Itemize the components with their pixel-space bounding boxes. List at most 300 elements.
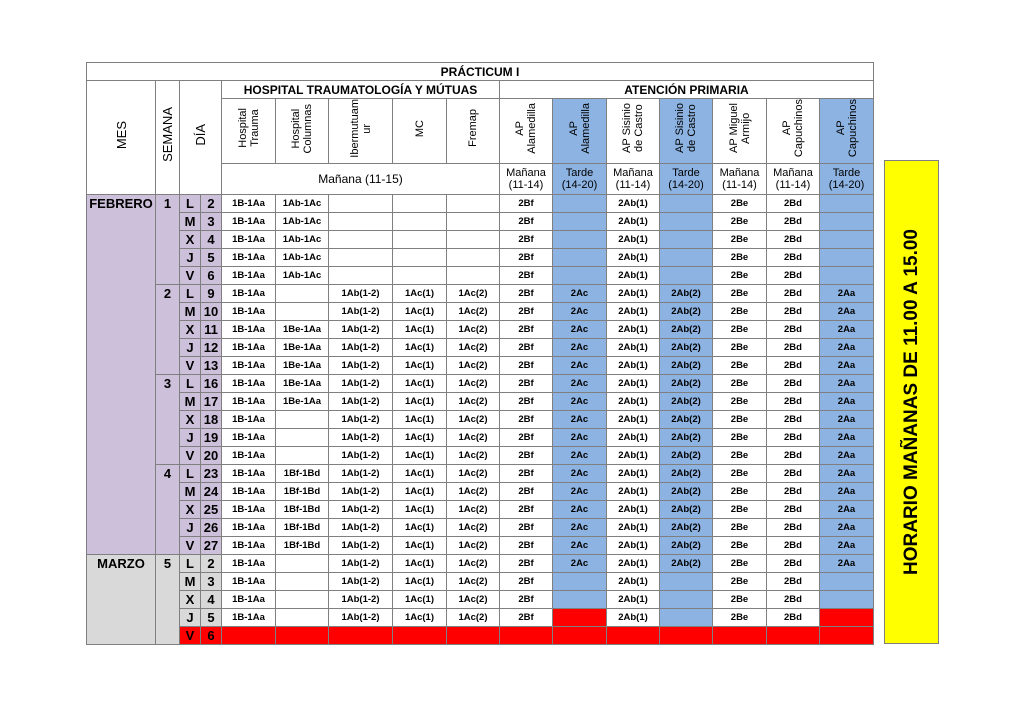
- assignment-cell: 2Ab(2): [660, 320, 713, 338]
- month-cell: [87, 428, 156, 446]
- assignment-cell: 2Ab(1): [607, 500, 660, 518]
- assignment-cell: [820, 266, 874, 284]
- assignment-cell: 1Ac(2): [447, 428, 500, 446]
- assignment-cell: 1B-1Aa: [222, 464, 276, 482]
- assignment-cell: 1Ac(1): [393, 302, 447, 320]
- day-number-cell: 5: [201, 608, 222, 626]
- assignment-cell: 1Ac(1): [393, 518, 447, 536]
- month-cell: [87, 446, 156, 464]
- assignment-cell: 2Bd: [767, 230, 820, 248]
- assignment-cell: 2Aa: [820, 374, 874, 392]
- assignment-cell: 1Ab(1-2): [329, 572, 393, 590]
- assignment-cell: 1Ab(1-2): [329, 392, 393, 410]
- column-header: Fremap: [447, 99, 500, 164]
- assignment-cell: 1Ab-1Ac: [276, 248, 329, 266]
- assignment-cell: 2Be: [713, 338, 767, 356]
- assignment-cell: 1Bf-1Bd: [276, 536, 329, 554]
- assignment-cell: [660, 572, 713, 590]
- assignment-cell: [820, 212, 874, 230]
- assignment-cell: 2Ab(2): [660, 446, 713, 464]
- assignment-cell: 2Ab(2): [660, 356, 713, 374]
- shift-label: Tarde (14-20): [820, 163, 874, 194]
- day-number-cell: 23: [201, 464, 222, 482]
- assignment-cell: 2Bf: [500, 230, 553, 248]
- assignment-cell: 1Ac(2): [447, 572, 500, 590]
- assignment-cell: [329, 266, 393, 284]
- assignment-cell: 2Bf: [500, 482, 553, 500]
- column-header: AP Sisinio de Castro: [660, 99, 713, 164]
- assignment-cell: 2Ab(2): [660, 518, 713, 536]
- assignment-cell: 1Ac(2): [447, 590, 500, 608]
- assignment-cell: 1Ac(2): [447, 302, 500, 320]
- assignment-cell: 2Bf: [500, 590, 553, 608]
- table-row: [87, 464, 874, 482]
- month-cell: [87, 248, 156, 266]
- assignment-cell: 2Aa: [820, 446, 874, 464]
- shift-label: Tarde (14-20): [553, 163, 607, 194]
- month-cell: [87, 536, 156, 554]
- assignment-cell: 1B-1Aa: [222, 554, 276, 572]
- day-number-cell: 19: [201, 428, 222, 446]
- assignment-cell: 1B-1Aa: [222, 428, 276, 446]
- weekday-cell: V: [180, 446, 201, 464]
- week-cell: [156, 590, 180, 608]
- assignment-cell: 1Ab(1-2): [329, 482, 393, 500]
- month-cell: [87, 572, 156, 590]
- assignment-cell: 1Ab(1-2): [329, 374, 393, 392]
- table-row: [87, 482, 874, 500]
- assignment-cell: 1Ab-1Ac: [276, 230, 329, 248]
- week-cell: [156, 302, 180, 320]
- assignment-cell: 2Ab(1): [607, 320, 660, 338]
- assignment-cell: 1Ab(1-2): [329, 518, 393, 536]
- assignment-cell: 2Bd: [767, 536, 820, 554]
- assignment-cell: 1Ac(2): [447, 482, 500, 500]
- assignment-cell: 2Aa: [820, 518, 874, 536]
- month-cell: [87, 500, 156, 518]
- table-row: [87, 428, 874, 446]
- assignment-cell: 2Aa: [820, 320, 874, 338]
- assignment-cell: [447, 626, 500, 644]
- month-cell: [87, 392, 156, 410]
- assignment-cell: 2Ab(2): [660, 482, 713, 500]
- assignment-cell: 2Aa: [820, 482, 874, 500]
- assignment-cell: 1B-1Aa: [222, 284, 276, 302]
- weekday-cell: X: [180, 320, 201, 338]
- weekday-cell: L: [180, 554, 201, 572]
- assignment-cell: 1B-1Aa: [222, 572, 276, 590]
- week-cell: [156, 392, 180, 410]
- week-cell: [156, 446, 180, 464]
- column-header: AP Capuchinos: [820, 99, 874, 164]
- assignment-cell: 1Ab(1-2): [329, 554, 393, 572]
- assignment-cell: 2Ab(1): [607, 572, 660, 590]
- assignment-cell: 1Ab(1-2): [329, 500, 393, 518]
- hospital-shift-label: Mañana (11-15): [222, 163, 500, 194]
- assignment-cell: [447, 194, 500, 212]
- week-cell: [156, 338, 180, 356]
- month-cell: MARZO: [87, 554, 156, 572]
- assignment-cell: 2Be: [713, 554, 767, 572]
- assignment-cell: 2Ab(2): [660, 536, 713, 554]
- assignment-cell: 1Ab(1-2): [329, 320, 393, 338]
- month-cell: [87, 230, 156, 248]
- assignment-cell: 1Ac(2): [447, 446, 500, 464]
- month-cell: [87, 266, 156, 284]
- assignment-cell: 2Ac: [553, 338, 607, 356]
- assignment-cell: [222, 626, 276, 644]
- week-cell: [156, 356, 180, 374]
- day-number-cell: 4: [201, 230, 222, 248]
- column-header: AP Miguel Armijo: [713, 99, 767, 164]
- assignment-cell: 1Ab(1-2): [329, 464, 393, 482]
- weekday-cell: J: [180, 428, 201, 446]
- month-cell: [87, 356, 156, 374]
- assignment-cell: 2Bf: [500, 572, 553, 590]
- table-row: [87, 266, 874, 284]
- assignment-cell: 1Bf-1Bd: [276, 500, 329, 518]
- assignment-cell: 2Aa: [820, 338, 874, 356]
- assignment-cell: 1Ac(1): [393, 536, 447, 554]
- assignment-cell: [393, 194, 447, 212]
- assignment-cell: [276, 446, 329, 464]
- assignment-cell: 2Bd: [767, 392, 820, 410]
- assignment-cell: 2Bf: [500, 392, 553, 410]
- assignment-cell: 1B-1Aa: [222, 410, 276, 428]
- assignment-cell: 2Ab(1): [607, 374, 660, 392]
- assignment-cell: 2Ac: [553, 410, 607, 428]
- assignment-cell: [660, 230, 713, 248]
- assignment-cell: 2Bf: [500, 518, 553, 536]
- assignment-cell: 1B-1Aa: [222, 374, 276, 392]
- assignment-cell: 2Ac: [553, 374, 607, 392]
- assignment-cell: 2Be: [713, 482, 767, 500]
- column-header: Hospital Columnas: [276, 99, 329, 164]
- assignment-cell: [276, 608, 329, 626]
- assignment-cell: [553, 590, 607, 608]
- assignment-cell: 2Ab(1): [607, 554, 660, 572]
- assignment-cell: 2Ab(1): [607, 284, 660, 302]
- assignment-cell: 2Ab(2): [660, 410, 713, 428]
- weekday-cell: M: [180, 392, 201, 410]
- assignment-cell: 2Bd: [767, 284, 820, 302]
- assignment-cell: 2Aa: [820, 356, 874, 374]
- assignment-cell: 1Ac(1): [393, 554, 447, 572]
- assignment-cell: 2Ab(2): [660, 428, 713, 446]
- assignment-cell: [553, 608, 607, 626]
- day-number-cell: 26: [201, 518, 222, 536]
- side-label: HORARIO MAÑANAS DE 11.00 A 15.00: [900, 229, 922, 575]
- assignment-cell: [276, 410, 329, 428]
- assignment-cell: 1Ac(2): [447, 320, 500, 338]
- assignment-cell: [329, 626, 393, 644]
- weekday-cell: V: [180, 536, 201, 554]
- assignment-cell: 2Ab(1): [607, 302, 660, 320]
- assignment-cell: 2Be: [713, 284, 767, 302]
- assignment-cell: [660, 194, 713, 212]
- assignment-cell: 2Ac: [553, 464, 607, 482]
- assignment-cell: 1Ac(2): [447, 464, 500, 482]
- assignment-cell: 1Ac(1): [393, 590, 447, 608]
- week-cell: 1: [156, 194, 180, 212]
- assignment-cell: [447, 230, 500, 248]
- assignment-cell: 2Bd: [767, 518, 820, 536]
- hospital-section-header: HOSPITAL TRAUMATOLOGÍA Y MÚTUAS: [222, 81, 500, 99]
- assignment-cell: 2Bd: [767, 572, 820, 590]
- assignment-cell: 1Ab(1-2): [329, 356, 393, 374]
- assignment-cell: 2Aa: [820, 554, 874, 572]
- assignment-cell: 2Bd: [767, 428, 820, 446]
- assignment-cell: 2Bd: [767, 608, 820, 626]
- week-cell: [156, 536, 180, 554]
- assignment-cell: 2Ac: [553, 428, 607, 446]
- assignment-cell: 2Ab(1): [607, 446, 660, 464]
- month-cell: [87, 212, 156, 230]
- assignment-cell: [393, 626, 447, 644]
- mes-header: MES: [87, 81, 156, 195]
- assignment-cell: 1Ac(1): [393, 572, 447, 590]
- week-cell: [156, 212, 180, 230]
- assignment-cell: [660, 590, 713, 608]
- week-cell: [156, 500, 180, 518]
- assignment-cell: 2Bf: [500, 284, 553, 302]
- day-number-cell: 12: [201, 338, 222, 356]
- assignment-cell: 2Ab(1): [607, 428, 660, 446]
- table-row: [87, 626, 874, 644]
- assignment-cell: 2Ab(1): [607, 464, 660, 482]
- ap-section-header: ATENCIÓN PRIMARIA: [500, 81, 874, 99]
- assignment-cell: 1Ab(1-2): [329, 446, 393, 464]
- week-cell: [156, 230, 180, 248]
- assignment-cell: 2Ab(2): [660, 500, 713, 518]
- weekday-cell: M: [180, 212, 201, 230]
- assignment-cell: 2Bf: [500, 536, 553, 554]
- assignment-cell: 1B-1Aa: [222, 356, 276, 374]
- table-row: [87, 320, 874, 338]
- assignment-cell: 1Ac(2): [447, 554, 500, 572]
- week-cell: [156, 266, 180, 284]
- assignment-cell: 2Ab(2): [660, 284, 713, 302]
- assignment-cell: 1B-1Aa: [222, 248, 276, 266]
- assignment-cell: 1Ac(2): [447, 410, 500, 428]
- assignment-cell: 2Bd: [767, 302, 820, 320]
- assignment-cell: 2Bf: [500, 446, 553, 464]
- assignment-cell: 2Ac: [553, 482, 607, 500]
- assignment-cell: 2Ab(1): [607, 608, 660, 626]
- assignment-cell: 2Bd: [767, 266, 820, 284]
- month-cell: [87, 464, 156, 482]
- week-cell: [156, 482, 180, 500]
- column-header: AP Sisinio de Castro: [607, 99, 660, 164]
- assignment-cell: 2Bf: [500, 356, 553, 374]
- month-cell: [87, 626, 156, 644]
- assignment-cell: 2Bd: [767, 374, 820, 392]
- assignment-cell: 1Be-1Aa: [276, 320, 329, 338]
- assignment-cell: 2Aa: [820, 536, 874, 554]
- table-row: [87, 518, 874, 536]
- assignment-cell: 2Ac: [553, 500, 607, 518]
- week-cell: [156, 626, 180, 644]
- assignment-cell: 2Ab(2): [660, 374, 713, 392]
- assignment-cell: 1Ac(1): [393, 320, 447, 338]
- assignment-cell: [607, 626, 660, 644]
- assignment-cell: 2Bf: [500, 212, 553, 230]
- assignment-cell: 1Ac(1): [393, 446, 447, 464]
- table-row: [87, 212, 874, 230]
- week-cell: [156, 518, 180, 536]
- column-header: AP Alamedilla: [500, 99, 553, 164]
- assignment-cell: 2Ab(1): [607, 338, 660, 356]
- week-cell: 4: [156, 464, 180, 482]
- assignment-cell: 1Ab-1Ac: [276, 194, 329, 212]
- assignment-cell: 1B-1Aa: [222, 536, 276, 554]
- assignment-cell: 2Bd: [767, 338, 820, 356]
- assignment-cell: 1Ac(2): [447, 608, 500, 626]
- table-row: [87, 248, 874, 266]
- assignment-cell: 2Bd: [767, 356, 820, 374]
- assignment-cell: [553, 572, 607, 590]
- weekday-cell: V: [180, 626, 201, 644]
- assignment-cell: 2Be: [713, 212, 767, 230]
- assignment-cell: [553, 248, 607, 266]
- assignment-cell: 2Ab(1): [607, 518, 660, 536]
- assignment-cell: 2Be: [713, 608, 767, 626]
- shift-label: Mañana (11-14): [713, 163, 767, 194]
- assignment-cell: [553, 212, 607, 230]
- assignment-cell: 2Bf: [500, 248, 553, 266]
- assignment-cell: [553, 194, 607, 212]
- assignment-cell: 2Aa: [820, 464, 874, 482]
- shift-label: Tarde (14-20): [660, 163, 713, 194]
- day-number-cell: 27: [201, 536, 222, 554]
- assignment-cell: 1Ab(1-2): [329, 536, 393, 554]
- assignment-cell: 2Bf: [500, 194, 553, 212]
- table-row: [87, 572, 874, 590]
- weekday-cell: X: [180, 410, 201, 428]
- table-row: [87, 302, 874, 320]
- assignment-cell: 1Ac(2): [447, 374, 500, 392]
- weekday-cell: M: [180, 482, 201, 500]
- assignment-cell: 2Be: [713, 266, 767, 284]
- assignment-cell: 1Ac(1): [393, 410, 447, 428]
- table-row: [87, 410, 874, 428]
- assignment-cell: 2Ab(2): [660, 338, 713, 356]
- shift-label: Mañana (11-14): [607, 163, 660, 194]
- week-cell: 5: [156, 554, 180, 572]
- practicum-schedule-table: [86, 62, 874, 645]
- assignment-cell: 1Ab(1-2): [329, 302, 393, 320]
- month-cell: [87, 302, 156, 320]
- week-cell: [156, 410, 180, 428]
- month-cell: [87, 338, 156, 356]
- assignment-cell: 1Ac(1): [393, 428, 447, 446]
- day-number-cell: 6: [201, 266, 222, 284]
- assignment-cell: 1Bf-1Bd: [276, 464, 329, 482]
- assignment-cell: 2Ab(1): [607, 590, 660, 608]
- assignment-cell: 1Ac(2): [447, 284, 500, 302]
- assignment-cell: [393, 212, 447, 230]
- assignment-cell: [820, 248, 874, 266]
- assignment-cell: [276, 590, 329, 608]
- assignment-cell: [820, 590, 874, 608]
- table-row: [87, 554, 874, 572]
- weekday-cell: J: [180, 518, 201, 536]
- assignment-cell: 2Be: [713, 572, 767, 590]
- schedule-side-banner: [884, 160, 939, 644]
- assignment-cell: 2Bf: [500, 338, 553, 356]
- day-number-cell: 11: [201, 320, 222, 338]
- weekday-cell: L: [180, 284, 201, 302]
- assignment-cell: 1Ab(1-2): [329, 410, 393, 428]
- weekday-cell: J: [180, 338, 201, 356]
- assignment-cell: [329, 230, 393, 248]
- assignment-cell: 1Ab(1-2): [329, 608, 393, 626]
- assignment-cell: 1B-1Aa: [222, 212, 276, 230]
- assignment-cell: 1B-1Aa: [222, 446, 276, 464]
- assignment-cell: [553, 266, 607, 284]
- assignment-cell: 1Be-1Aa: [276, 374, 329, 392]
- assignment-cell: [447, 212, 500, 230]
- table-row: [87, 446, 874, 464]
- assignment-cell: 1Ac(1): [393, 500, 447, 518]
- month-cell: [87, 374, 156, 392]
- week-cell: [156, 320, 180, 338]
- assignment-cell: 2Be: [713, 248, 767, 266]
- month-cell: [87, 482, 156, 500]
- assignment-cell: 2Bf: [500, 374, 553, 392]
- semana-header: SEMANA: [156, 81, 180, 195]
- assignment-cell: 1Ac(2): [447, 338, 500, 356]
- table-row: [87, 536, 874, 554]
- assignment-cell: 1Ab(1-2): [329, 428, 393, 446]
- weekday-cell: M: [180, 572, 201, 590]
- assignment-cell: 2Ab(1): [607, 410, 660, 428]
- assignment-cell: 1Ac(1): [393, 482, 447, 500]
- assignment-cell: 2Be: [713, 374, 767, 392]
- assignment-cell: [393, 266, 447, 284]
- assignment-cell: [276, 284, 329, 302]
- column-header: AP Capuchinos: [767, 99, 820, 164]
- assignment-cell: [276, 626, 329, 644]
- assignment-cell: [713, 626, 767, 644]
- assignment-cell: 2Be: [713, 446, 767, 464]
- assignment-cell: [767, 626, 820, 644]
- month-cell: FEBRERO: [87, 194, 156, 212]
- assignment-cell: [660, 266, 713, 284]
- assignment-cell: 2Be: [713, 356, 767, 374]
- assignment-cell: 2Ac: [553, 392, 607, 410]
- assignment-cell: 2Ab(2): [660, 554, 713, 572]
- assignment-cell: 2Be: [713, 194, 767, 212]
- assignment-cell: 2Be: [713, 518, 767, 536]
- assignment-cell: [276, 302, 329, 320]
- assignment-cell: 2Ab(1): [607, 230, 660, 248]
- assignment-cell: 2Bd: [767, 590, 820, 608]
- assignment-cell: 1Be-1Aa: [276, 356, 329, 374]
- assignment-cell: 1Ac(1): [393, 338, 447, 356]
- assignment-cell: 1Ac(1): [393, 356, 447, 374]
- assignment-cell: [276, 554, 329, 572]
- table-row: [87, 500, 874, 518]
- day-number-cell: 5: [201, 248, 222, 266]
- assignment-cell: 2Bf: [500, 266, 553, 284]
- assignment-cell: 2Ab(1): [607, 194, 660, 212]
- assignment-cell: 1Ac(2): [447, 518, 500, 536]
- table-row: [87, 284, 874, 302]
- assignment-cell: 2Bd: [767, 500, 820, 518]
- month-cell: [87, 284, 156, 302]
- assignment-cell: 1B-1Aa: [222, 518, 276, 536]
